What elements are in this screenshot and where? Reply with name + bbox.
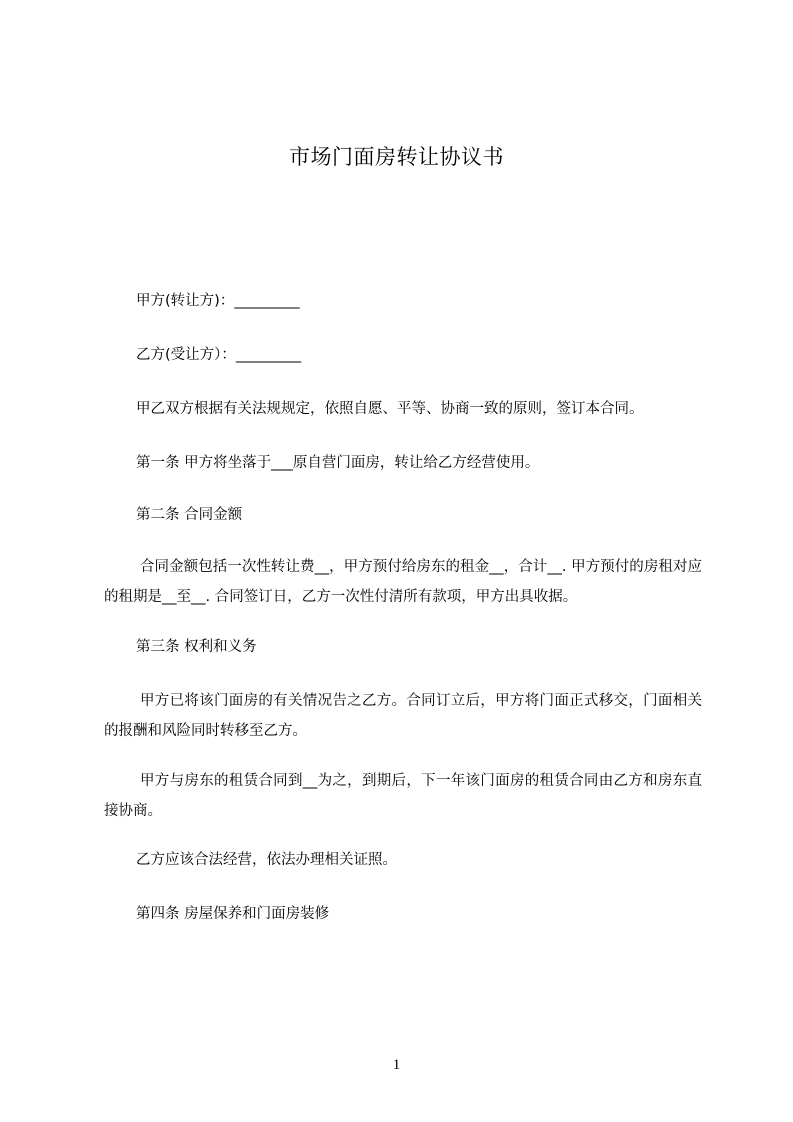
article-3-paragraph-2: 甲方与房东的租赁合同到__为之，到期后，下一年该门面房的租赁合同由乙方和房东直接协商。 [104, 773, 702, 819]
article-3-paragraph-3: 乙方应该合法经营，依法办理相关证照。 [136, 852, 397, 868]
article-3-heading: 第三条 权利和义务 [136, 639, 257, 655]
article-4-heading: 第四条 房屋保养和门面房装修 [136, 906, 330, 922]
article-3-paragraph-1: 甲方已将该门面房的有关情况告之乙方。合同订立后，甲方将门面正式移交，门面相关的报酬和风险同时转移至乙方。 [104, 693, 702, 739]
intro-paragraph: 甲乙双方根据有关法规规定，依照自愿、平等、协商一致的原则，签订本合同。 [136, 401, 644, 417]
article-1: 第一条 甲方将坐落于___原自营门面房，转让给乙方经营使用。 [136, 455, 540, 471]
party-a-line: 甲方(转让方)：_________ [136, 293, 300, 309]
article-2-body: 合同金额包括一次性转让费__，甲方预付给房东的租金__，合计__. 甲方预付的房租对应的租期是__至__. 合同签订日，乙方一次性付清所有款项，甲方出具收据。 [104, 559, 702, 605]
party-b-line: 乙方(受让方）：_________ [136, 347, 302, 363]
page-number: 1 [392, 1057, 401, 1073]
document-title: 市场门面房转让协议书 [289, 145, 504, 169]
article-2-heading: 第二条 合同金额 [136, 507, 243, 523]
